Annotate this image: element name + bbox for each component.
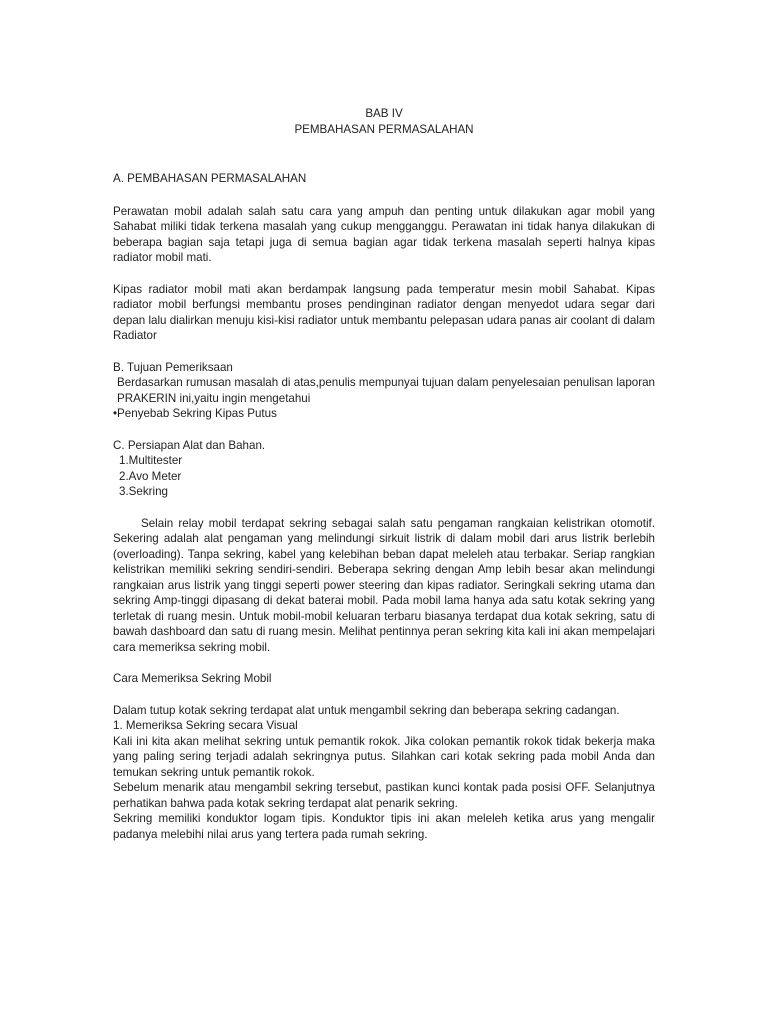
- section-b-bullet: •Penyebab Sekring Kipas Putus: [113, 407, 277, 420]
- section-c-paragraph: Selain relay mobil terdapat sekring sebagai salah satu pengaman rangkaian kelistrikan otomotif. Sekering adalah alat pengaman yang melindungi sirkuit listrik di dalam mobil dari arus listrik berlebih (overloading). Tanpa sekring, kabel yang kelebihan beban dapat meleleh atau terbakar. Seriap rangkian kelistrikan memiliki sekring sendiri-sendiri. Beberapa sekring dengan Amp lebih besar akan melindungi rangkaian arus listrik yang tinggi seperti power steering dan kipas radiator. Seringkali sekring utama dan sekring Amp-tinggi dipasang di dekat baterai mobil. Pada mobil lama hanya ada satu kotak sekring yang terletak di ruang mesin. Untuk mobil-mobil keluaran terbaru biasanya terdapat dua kotak sekring, satu di bawah dashboard dan satu di ruang mesin. Melihat pentinnya peran sekring kita kali ini akan mempelajari cara memeriksa sekring mobil.: [113, 516, 655, 654]
- section-b-heading: B. Tujuan Pemeriksaan: [113, 360, 233, 374]
- step-1-paragraph-1: Kali ini kita akan melihat sekring untuk pemantik rokok. Jika colokan pemantik rokok tidak bekerja maka yang paling sering terjadi adalah sekringnya putus. Silahkan cari kotak sekring pada mobil Anda dan temukan sekring untuk pemantik rokok.: [113, 734, 655, 779]
- chapter-number: BAB IV: [365, 107, 403, 120]
- chapter-title: PEMBAHASAN PERMASALAHAN: [294, 122, 474, 136]
- section-a-heading: A. PEMBAHASAN PERMASALAHAN: [113, 172, 307, 185]
- step-1-paragraph-2: Sebelum menarik atau mengambil sekring tersebut, pastikan kunci kontak pada posisi OFF. Selanjutnya perhatikan bahwa pada kotak sekring terdapat alat penarik sekring.: [113, 781, 655, 810]
- section-a-paragraph-2: Kipas radiator mobil mati akan berdampak langsung pada temperatur mesin mobil Sahabat. Kipas radiator mobil berfungsi membantu proses pendinginan radiator dengan menyedot udara segar dari depan lalu dialirkan menuju kisi-kisi radiator untuk membantu pelepasan udara panas air coolant di dalam Radiator: [113, 282, 656, 342]
- tool-list-item: 3.Sekring: [119, 485, 168, 498]
- tool-list-item: 1.Multitester: [119, 454, 183, 467]
- tool-list-item: 2.Avo Meter: [119, 469, 182, 483]
- section-c-heading: C. Persiapan Alat dan Bahan.: [113, 438, 266, 452]
- section-a-paragraph-1: Perawatan mobil adalah salah satu cara yang ampuh dan penting untuk dilakukan agar mobil yang Sahabat miliki tidak terkena masalah yang cukup mengganggu. Perawatan ini tidak hanya dilakukan di beberapa bagian saja tetapi juga di semua bagian agar tidak terkena masalah seperti halnya kipas radiator mobil mati.: [113, 204, 655, 264]
- step-1-paragraph-3: Sekring memiliki konduktor logam tipis. Konduktor tipis ini akan meleleh ketika arus yang mengalir padanya melebihi nilai arus yang tertera pada rumah sekring.: [113, 812, 655, 841]
- section-b-paragraph: Berdasarkan rumusan masalah di atas,penulis mempunyai tujuan dalam penyelesaian penulisan laporan PRAKERIN ini,yaitu ingin mengetahui: [117, 376, 655, 405]
- step-1-title: 1. Memeriksa Sekring secara Visual: [113, 719, 298, 732]
- document-page: [113, 106, 655, 842]
- cara-intro: Dalam tutup kotak sekring terdapat alat untuk mengambil sekring dan beberapa sekring cadangan.: [113, 703, 620, 717]
- chapter-title-block: [113, 106, 655, 137]
- cara-heading: Cara Memeriksa Sekring Mobil: [113, 672, 272, 685]
